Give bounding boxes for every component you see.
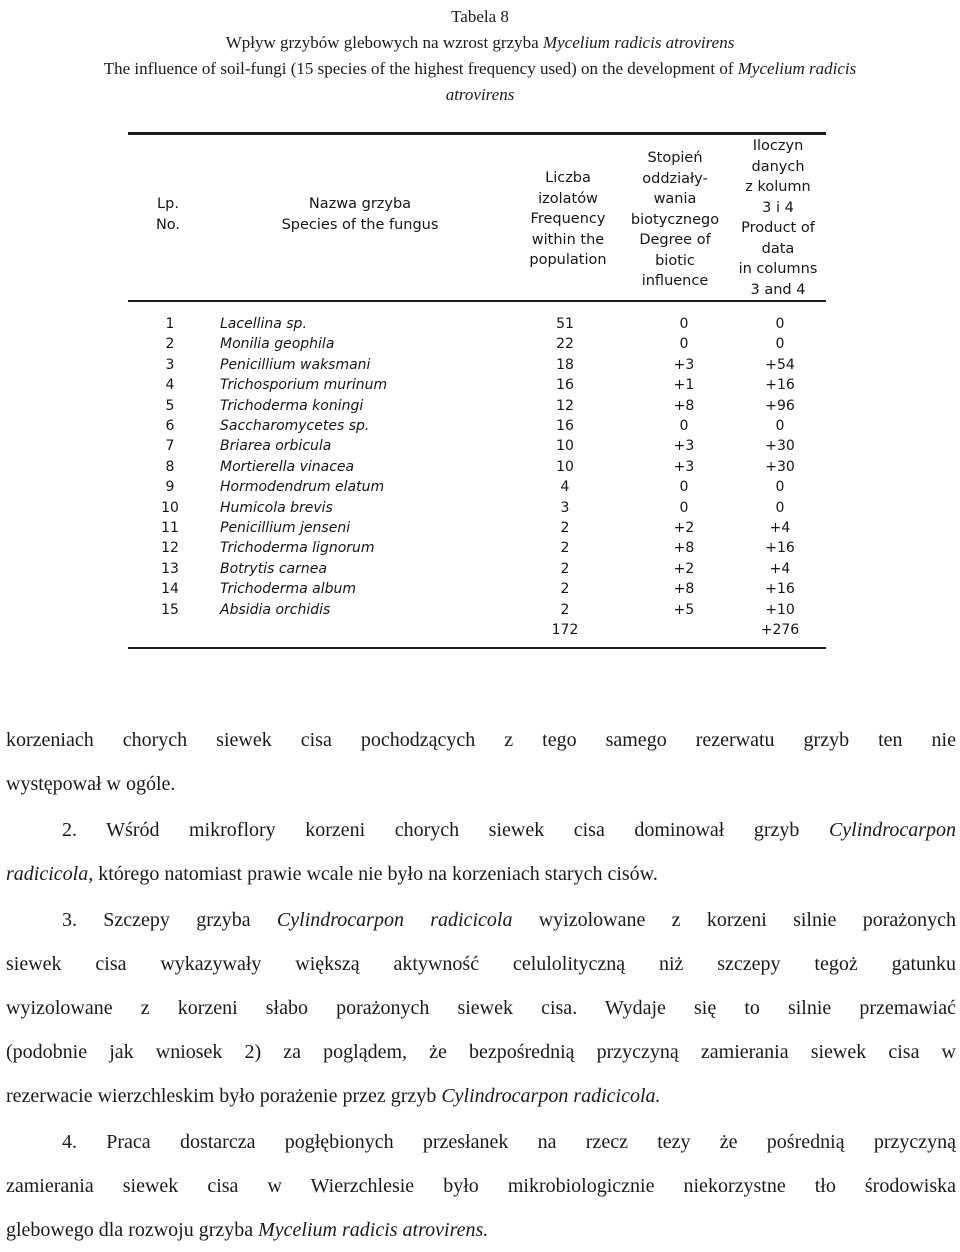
header-degree-line: biotic xyxy=(655,252,695,269)
header-product xyxy=(728,136,828,300)
row-number: 10 xyxy=(161,499,179,516)
paragraph-3-text-b: wyizolowane z korzeni silnie porażonych xyxy=(512,909,956,931)
degree-value: +8 xyxy=(673,581,695,598)
degree-value: 0 xyxy=(679,499,689,516)
paragraph-1 xyxy=(6,718,956,806)
paragraph-2-species-cont: radicicola, xyxy=(6,863,94,885)
frequency-value: 2 xyxy=(560,601,570,618)
product-value: +54 xyxy=(765,356,795,373)
paragraph-2-text-cont: którego natomiast prawie wcale nie było na korzeniach starych cisów. xyxy=(93,863,658,885)
paragraph-3 xyxy=(6,898,956,1118)
frequency-value: 10 xyxy=(556,438,574,455)
degree-value: +3 xyxy=(673,458,695,475)
frequency-value: 3 xyxy=(560,499,570,516)
total-frequency: 172 xyxy=(551,622,579,638)
product-value: +16 xyxy=(765,540,795,557)
frequency-value: 51 xyxy=(556,316,574,332)
frequency-value: 12 xyxy=(556,397,574,414)
product-value: 0 xyxy=(775,418,785,434)
degree-value: +3 xyxy=(673,356,695,373)
species-name: Penicillium jenseni xyxy=(220,520,351,536)
header-no xyxy=(138,194,198,235)
paragraph-2-species: Cylindrocarpon xyxy=(828,819,956,841)
header-product-line: 3 and 4 xyxy=(750,281,806,298)
header-frequency-line: population xyxy=(529,252,607,268)
header-degree-line: oddziały- xyxy=(642,170,708,187)
paragraph-2-text: 2. Wśród mikroflory korzeni chorych siewek cisa dominował grzyb xyxy=(62,819,829,841)
row-number: 7 xyxy=(165,438,175,455)
species-name: Botrytis carnea xyxy=(220,560,327,577)
header-product-line: data xyxy=(761,240,795,257)
product-value: 0 xyxy=(775,479,785,496)
header-no-line: No. xyxy=(155,216,181,233)
header-frequency-line: within the xyxy=(531,231,605,248)
scanned-table xyxy=(120,128,826,658)
frequency-value: 2 xyxy=(560,560,570,577)
header-product-line: Product of xyxy=(741,220,815,236)
header-product-line: danych xyxy=(751,158,805,175)
degree-value: 0 xyxy=(679,418,689,434)
paragraph-3-text: 3. Szczepy grzyba xyxy=(62,909,277,931)
header-product-line: Iloczyn xyxy=(752,138,804,154)
paragraph-2-line-2 xyxy=(6,852,956,896)
species-name: Absidia orchidis xyxy=(220,601,331,618)
species-name: Lacellina sp. xyxy=(220,316,307,332)
header-degree-line: influence xyxy=(641,273,709,289)
species-name: Trichosporium murinum xyxy=(220,377,388,394)
paragraph-1-line-1: korzeniach chorych siewek cisa pochodzących z tego samego rezerwatu grzyb ten nie xyxy=(6,729,956,751)
product-value: 0 xyxy=(775,336,785,353)
paragraph-4-species: Mycelium radicis atrovirens. xyxy=(258,1219,489,1241)
row-number: 11 xyxy=(161,520,179,536)
paragraph-2-line-1 xyxy=(6,808,956,852)
paragraph-3-line-3: wyizolowane z korzeni słabo porażonych siewek cisa. Wydaje się to silnie przemawiać xyxy=(6,997,956,1019)
table-caption xyxy=(0,4,960,108)
product-value: +16 xyxy=(765,377,795,394)
paragraph-3-line-2: siewek cisa wykazywały większą aktywność celulolityczną niż szczepy tegoż gatunku xyxy=(6,953,956,975)
paragraph-2 xyxy=(6,808,956,896)
frequency-value: 2 xyxy=(560,581,570,598)
row-number: 15 xyxy=(161,601,179,618)
caption-polish-species: Mycelium radicis atrovirens xyxy=(542,33,735,52)
product-value: +96 xyxy=(765,397,795,414)
caption-english-text: The influence of soil-fungi (15 species of the highest frequency used) on the development of xyxy=(103,59,738,78)
table-bottom-rule xyxy=(128,647,826,649)
species-name: Penicillium waksmani xyxy=(220,356,371,373)
table-top-rule xyxy=(128,132,826,135)
header-degree-line: biotycznego xyxy=(630,211,720,228)
paragraph-3-line-1 xyxy=(6,898,956,942)
row-number: 1 xyxy=(165,316,175,332)
product-value: 0 xyxy=(775,499,785,516)
species-name: Trichoderma lignorum xyxy=(220,540,375,557)
paragraph-3-text-c: rezerwacie wierzchleskim było porażenie przez grzyb xyxy=(6,1085,442,1107)
header-frequency-line: izolatów xyxy=(538,190,598,207)
row-number: 5 xyxy=(165,397,175,414)
row-number: 12 xyxy=(161,540,179,557)
header-frequency-line: Liczba xyxy=(545,170,591,186)
species-name: Humicola brevis xyxy=(220,499,333,516)
frequency-value: 18 xyxy=(556,356,574,373)
frequency-value: 10 xyxy=(556,458,574,475)
degree-value: +1 xyxy=(673,377,695,394)
species-name: Trichoderma album xyxy=(220,581,357,598)
caption-english xyxy=(0,56,960,82)
row-number: 6 xyxy=(165,418,175,434)
header-product-line: 3 i 4 xyxy=(762,199,794,216)
product-value: 0 xyxy=(775,316,785,332)
degree-value: 0 xyxy=(679,316,689,332)
degree-value: 0 xyxy=(679,336,689,353)
degree-value: 0 xyxy=(679,479,689,496)
product-value: +16 xyxy=(765,581,795,598)
product-value: +30 xyxy=(765,458,795,475)
product-value: +10 xyxy=(765,601,795,618)
frequency-value: 2 xyxy=(560,520,570,536)
header-product-line: in columns xyxy=(738,261,818,277)
row-number: 9 xyxy=(165,479,175,496)
paragraph-4-line-3 xyxy=(6,1208,956,1252)
paragraph-3-line-4: (podobnie jak wniosek 2) za poglądem, że bezpośrednią przyczyną zamierania siewek cisa w xyxy=(6,1041,956,1063)
product-value: +30 xyxy=(765,438,795,455)
degree-value: +2 xyxy=(673,560,695,577)
species-name: Briarea orbicula xyxy=(220,438,332,455)
species-name: Monilia geophila xyxy=(220,336,335,353)
row-number: 4 xyxy=(165,377,175,394)
header-frequency xyxy=(520,168,616,271)
table-number: Tabela 8 xyxy=(451,7,509,26)
header-product-line: z kolumn xyxy=(745,179,811,195)
species-name: Hormodendrum elatum xyxy=(220,479,385,496)
frequency-value: 16 xyxy=(556,377,574,394)
row-number: 2 xyxy=(165,336,175,353)
paragraph-4-line-2: zamierania siewek cisa w Wierzchlesie było mikrobiologicznie niekorzystne tło środowiska xyxy=(6,1175,956,1197)
paragraph-3-species-cont: Cylindrocarpon radicicola. xyxy=(441,1085,661,1107)
product-value: +4 xyxy=(769,520,791,536)
paragraph-4-text: glebowego dla rozwoju grzyba xyxy=(6,1219,259,1241)
row-number: 14 xyxy=(161,581,179,598)
header-no-line: Lp. xyxy=(157,196,179,212)
degree-value: +5 xyxy=(673,601,695,618)
degree-value: +3 xyxy=(673,438,695,455)
paragraph-3-species: Cylindrocarpon radicicola xyxy=(276,909,513,931)
row-number: 13 xyxy=(161,560,179,577)
paragraph-1-line-2: występował w ogóle. xyxy=(6,773,176,795)
table-header-rule xyxy=(128,300,826,302)
header-degree-line: wania xyxy=(653,191,697,207)
caption-english-species: Mycelium radicis xyxy=(737,59,857,78)
row-number: 8 xyxy=(165,458,175,475)
degree-value: +8 xyxy=(673,397,695,414)
header-frequency-line: Frequency xyxy=(530,211,606,227)
row-number: 3 xyxy=(165,356,175,373)
product-value: +4 xyxy=(769,560,791,577)
frequency-value: 22 xyxy=(556,336,574,353)
caption-english-species-cont: atrovirens xyxy=(445,85,515,104)
paragraph-4-line-1: 4. Praca dostarcza pogłębionych przesłanek na rzecz tezy że pośrednią przyczyną xyxy=(62,1131,956,1153)
degree-value: +8 xyxy=(673,540,695,557)
caption-polish xyxy=(0,30,960,56)
caption-polish-text: Wpływ grzybów glebowych na wzrost grzyba xyxy=(225,33,543,52)
header-species xyxy=(270,194,450,235)
header-degree xyxy=(624,148,726,292)
header-degree-line: Stopień xyxy=(647,150,703,166)
paragraph-3-line-5 xyxy=(6,1074,956,1118)
paragraph-4 xyxy=(6,1120,956,1252)
caption-english-cont xyxy=(0,82,960,108)
species-name: Saccharomycetes sp. xyxy=(220,418,370,434)
species-name: Mortierella vinacea xyxy=(220,458,355,475)
frequency-value: 16 xyxy=(556,418,574,434)
header-species-line: Nazwa grzyba xyxy=(308,196,412,212)
total-product: +276 xyxy=(760,622,800,638)
frequency-value: 4 xyxy=(560,479,570,496)
frequency-value: 2 xyxy=(560,540,570,557)
header-degree-line: Degree of xyxy=(639,232,711,248)
header-species-line: Species of the fungus xyxy=(281,216,439,233)
species-name: Trichoderma koningi xyxy=(220,397,364,414)
degree-value: +2 xyxy=(673,520,695,536)
